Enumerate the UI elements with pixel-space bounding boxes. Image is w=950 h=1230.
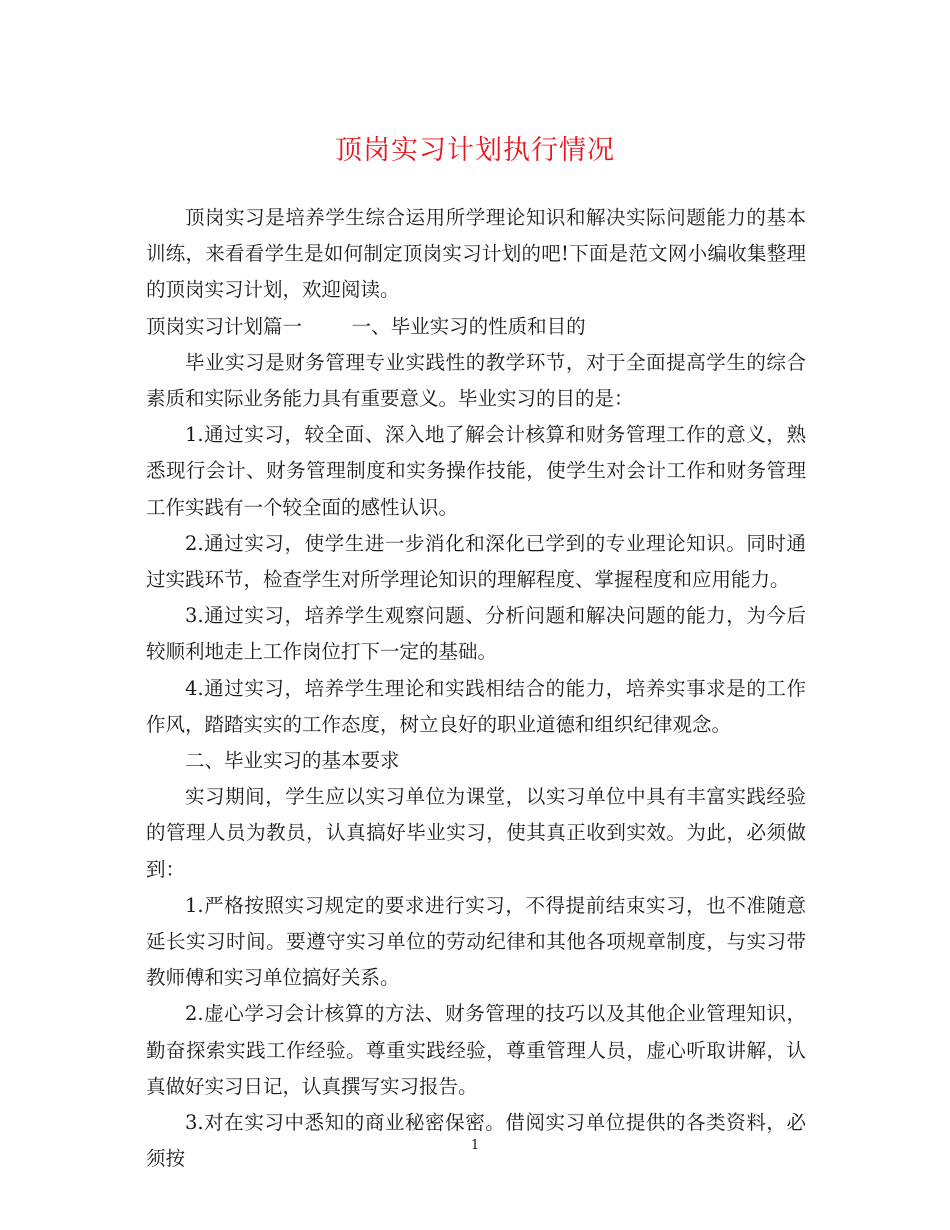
- section-heading-2: 二、毕业实习的基本要求: [185, 749, 400, 773]
- intro-paragraph: 顶岗实习是培养学生综合运用所学理论知识和解决实际问题能力的基本训练，来看看学生是如何制定顶岗实习计划的吧!下面是范文网小编收集整理的顶岗实习计划，欢迎阅读。: [146, 206, 806, 302]
- list-item-purpose-3: 3.通过实习，培养学生观察问题、分析问题和解决问题的能力，为今后较顺利地走上工作岗位打下一定的基础。: [146, 604, 806, 664]
- list-item-purpose-4: 4.通过实习，培养学生理论和实践相结合的能力，培养实事求是的工作作风，踏踏实实的工作态度，树立良好的职业道德和组织纪律观念。: [146, 676, 806, 736]
- section-heading-1: 顶岗实习计划篇一 一、毕业实习的性质和目的: [146, 314, 586, 338]
- paragraph-purpose: 毕业实习是财务管理专业实践性的教学环节，对于全面提高学生的综合素质和实际业务能力具有重要意义。毕业实习的目的是：: [146, 350, 806, 411]
- page-number: 1: [470, 1138, 480, 1153]
- list-item-requirement-3: 3.对在实习中悉知的商业秘密保密。借阅实习单位提供的各类资料，必须按: [146, 1111, 806, 1171]
- list-item-requirement-2: 2.虚心学习会计核算的方法、财务管理的技巧以及其他企业管理知识，勤奋探索实践工作经验。尊重实践经验，尊重管理人员，虚心听取讲解，认真做好实习日记，认真撰写实习报告。: [146, 1002, 806, 1098]
- document-body: [146, 200, 806, 1177]
- list-item-purpose-1: 1.通过实习，较全面、深入地了解会计核算和财务管理工作的意义，熟悉现行会计、财务管理制度和实务操作技能，使学生对会计工作和财务管理工作实践有一个较全面的感性认识。: [146, 423, 806, 519]
- paragraph-requirements: 实习期间，学生应以实习单位为课堂，以实习单位中具有丰富实践经验的管理人员为教员，认真搞好毕业实习，使其真正收到实效。为此，必须做到：: [146, 785, 806, 881]
- list-item-requirement-1: 1.严格按照实习规定的要求进行实习，不得提前结束实习，也不准随意延长实习时间。要遵守实习单位的劳动纪律和其他各项规章制度，与实习带教师傅和实习单位搞好关系。: [146, 893, 806, 990]
- document-title: 顶岗实习计划执行情况: [335, 135, 615, 166]
- list-item-purpose-2: 2.通过实习，使学生进一步消化和深化已学到的专业理论知识。同时通过实践环节，检查学生对所学理论知识的理解程度、掌握程度和应用能力。: [146, 531, 806, 592]
